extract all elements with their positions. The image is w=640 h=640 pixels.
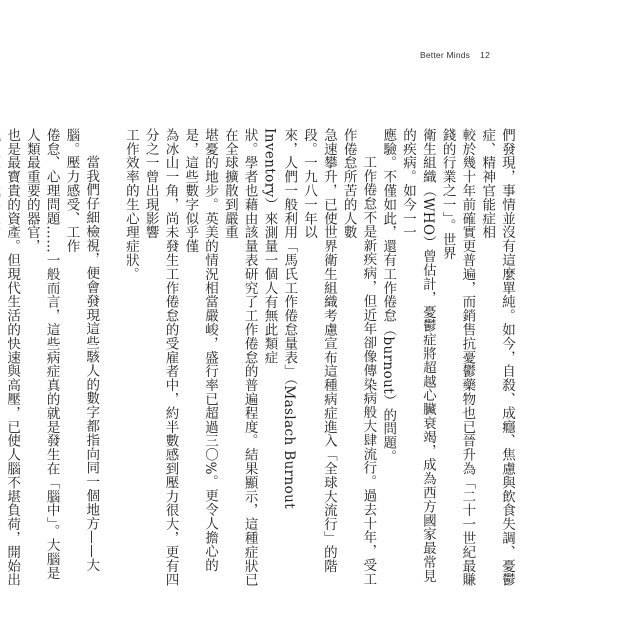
page-number: 12 bbox=[480, 50, 490, 60]
paragraph-burnout: 工作倦怠不是新疾病，但近年卻像傳染病般大肆流行。過去十年，受工作倦怠所苦的人數 急速攀升，已使世界衛生組織考慮宣布這種病症進入「全球大流行」的階段。一九八一年以 來，人們一般利用「馬氏工作倦怠量表」（Maslach Burnout Inventory）來測量一個人有無此類症 狀。學者也藉由該量表研究了工作倦怠的普遍程度。結果顯示，這種症狀已在全球擴散到嚴重 堪憂的地步。英美的情況相當嚴峻，盛行率已超過三〇%。更令人擔心的是，這些數字似乎僅 為冰山一角，尚未發生工作倦怠的受雇者中，約半數感到壓力很大，更有四分之一曾出現影響 工作效率的生心理症狀。 bbox=[122, 128, 377, 587]
paragraph-continuation: 們發現，事情並沒有這麼單純。如今，自殺、成癮、焦慮與飲食失調、憂鬱症、精神官能症相 較於幾十年前確實更普遍，而銷售抗憂鬱藥物也已晉升為「二十一世紀最賺錢的行業之一」。世界 衛生組織（WHO）曾估計，憂鬱症將超越心臟衰竭，成為西方國家最常見的疾病。如今一一 應驗。不僅如此，還有工作倦怠（burnout）的問題。 bbox=[380, 128, 515, 587]
running-head-title: Better Minds bbox=[420, 50, 471, 60]
paragraph-brain: 當我們仔細檢視，便會發現這些駭人的數字都指向同一個地方——大腦。壓力感受、工作 倦怠、心理問題……一般而言，這些病症真的就是發生在「腦中」。大腦是人類最重要的器官， 也是最寶貴的資產。但現代生活的快速與高壓，已使人腦不堪負荷，開始出 bbox=[4, 128, 100, 587]
running-head bbox=[420, 50, 490, 60]
body-text bbox=[4, 128, 516, 588]
